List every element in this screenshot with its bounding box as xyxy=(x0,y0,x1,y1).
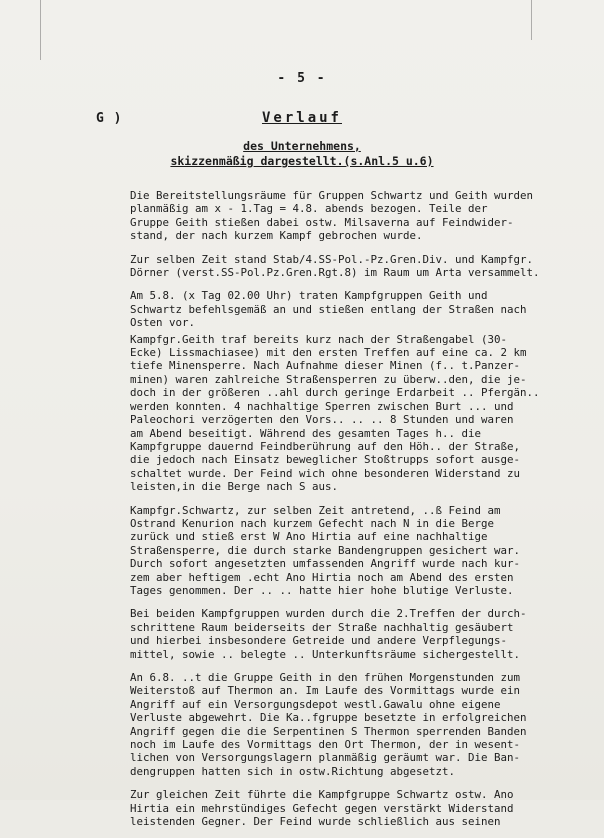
text-line: Ecke) Lissmachiasee) mit den ersten Treffen auf eine ca. 2 km xyxy=(130,346,527,360)
text-line: leisten,in die Berge nach S aus. xyxy=(130,480,339,494)
text-line: werden konnten. 4 nachhaltige Sperren zwischen Burt ... und xyxy=(130,399,514,413)
text-line: Bei beiden Kampfgruppen wurden durch die 2.Treffen der durch- xyxy=(130,607,527,621)
paragraph xyxy=(130,607,580,661)
text-line: Ostrand Kenurion nach kurzem Gefecht nach N in die Berge xyxy=(130,516,495,530)
text-line: Hirtia ein mehrstündiges Gefecht gegen verstärkt Widerstand xyxy=(130,801,514,815)
section-title: Verlauf xyxy=(261,110,342,126)
text-line: minen) waren zahlreiche Straßensperren zu überw..den, die je- xyxy=(130,372,527,386)
text-line: schaltet wurde. Der Feind wich ohne besonderen Widerstand zu xyxy=(130,466,521,480)
text-line: Straßensperre, die durch starke Bandengruppen gesichert war. xyxy=(130,543,521,557)
paragraph xyxy=(130,189,580,243)
text-line: Kampfgruppe dauernd Feindberührung auf den Höh.. der Straße, xyxy=(130,439,521,453)
section-subtitle-line1: des Unternehmens, xyxy=(243,139,361,153)
text-line: die jedoch nach Einsatz beweglicher Stoßtrupps sofort ausge- xyxy=(130,453,521,467)
text-line: Gruppe Geith stießen dabei ostw. Milsaverna auf Feindwider- xyxy=(130,215,514,229)
text-line: Zur selben Zeit stand Stab/4.SS-Pol.-Pz.Gren.Div. und Kampfgr. xyxy=(130,252,534,266)
text-line: Angriff auf ein Versorgungsdepot westl.Gawalu ohne eigene xyxy=(130,697,501,711)
text-line: Kampfgr.Geith traf bereits kurz nach der Straßengabel (30- xyxy=(130,332,508,346)
text-line: und hierbei insbesondere Getreide und andere Verpflegungs- xyxy=(130,634,508,648)
text-line: zurück und stieß erst W Ano Hirtia auf eine nachhaltige xyxy=(130,530,488,544)
text-line: Am 5.8. (x Tag 02.00 Uhr) traten Kampfgruppen Geith und xyxy=(130,289,488,303)
page-number: - 5 - xyxy=(277,71,327,86)
paragraph xyxy=(130,504,580,598)
text-line: mittel, sowie .. belegte .. Unterkunftsräume sichergestellt. xyxy=(130,647,521,661)
section-subtitle-line2: skizzenmäßig dargestellt.(s.Anl.5 u.6) xyxy=(170,154,434,168)
text-line: schrittene Raum beiderseits der Straße nachhaltig gesäubert xyxy=(130,620,514,634)
text-line: Kampfgr.Schwartz, zur selben Zeit antretend, ..ß Feind am xyxy=(130,503,501,517)
text-line: Paleochori verzögerten den Vors.. .. .. 8 Stunden und waren xyxy=(130,413,514,427)
text-line: stand, der nach kurzem Kampf gebrochen wurde. xyxy=(130,229,423,243)
text-line: Osten vor. xyxy=(130,316,196,330)
paragraph xyxy=(130,253,580,280)
text-line: Zur gleichen Zeit führte die Kampfgruppe Schwartz ostw. Ano xyxy=(130,788,514,802)
paragraph xyxy=(130,289,580,329)
paragraph xyxy=(130,671,580,778)
text-line: Die Bereitstellungsräume für Gruppen Schwartz und Geith wurden xyxy=(130,189,534,202)
text-line: planmäßig am x - 1.Tag = 4.8. abends bezogen. Teile der xyxy=(130,202,488,216)
text-line: Dörner (verst.SS-Pol.Pz.Gren.Rgt.8) im Raum um Arta versammelt. xyxy=(130,266,540,280)
text-line: dengruppen hatten sich in ostw.Richtung abgesetzt. xyxy=(130,764,456,778)
paragraph xyxy=(130,788,580,828)
text-line: tiefe Minensperre. Nach Aufnahme dieser Minen (f.. t.Panzer- xyxy=(130,359,521,373)
text-line: am Abend beseitigt. Während des gesamten Tages h.. die xyxy=(130,426,482,440)
text-line: Durch sofort angesetzten umfassenden Angriff wurde nach kur- xyxy=(130,557,521,571)
text-line: An 6.8. ..t die Gruppe Geith in den frühen Morgenstunden zum xyxy=(130,671,521,684)
text-line: Verluste abgewehrt. Die Ka..fgruppe besetzte in erfolgreichen xyxy=(130,711,527,725)
text-line: Schwartz befehlsgemäß an und stießen entlang der Straßen nach xyxy=(130,302,527,316)
text-line: leistenden Gegner. Der Feind wurde schließlich aus seinen xyxy=(130,815,501,829)
text-line: Weiterstoß auf Thermon an. Im Laufe des Vormittags wurde ein xyxy=(130,684,521,698)
text-line: noch im Laufe des Vormittags den Ort Thermon, der in wesent- xyxy=(130,738,521,752)
text-line: Tages genommen. Der .. .. hatte hier hohe blutige Verluste. xyxy=(130,583,514,597)
document-body xyxy=(130,189,580,838)
text-line: doch in der größeren ..ahl durch geringe Erdarbeit .. Pfergän.. xyxy=(130,386,540,400)
scan-artifact-line xyxy=(40,0,41,60)
section-letter: G ) xyxy=(96,111,123,126)
text-line: zem aber heftigem .echt Ano Hirtia noch am Abend des ersten xyxy=(130,570,514,584)
text-line: Angriff gegen die die Serpentinen S Thermon sperrenden Banden xyxy=(130,724,527,738)
scan-artifact-line xyxy=(531,0,532,40)
paragraph xyxy=(130,333,580,494)
text-line: lichen von Versorgungslagern planmäßig geräumt war. Die Ban- xyxy=(130,751,521,765)
